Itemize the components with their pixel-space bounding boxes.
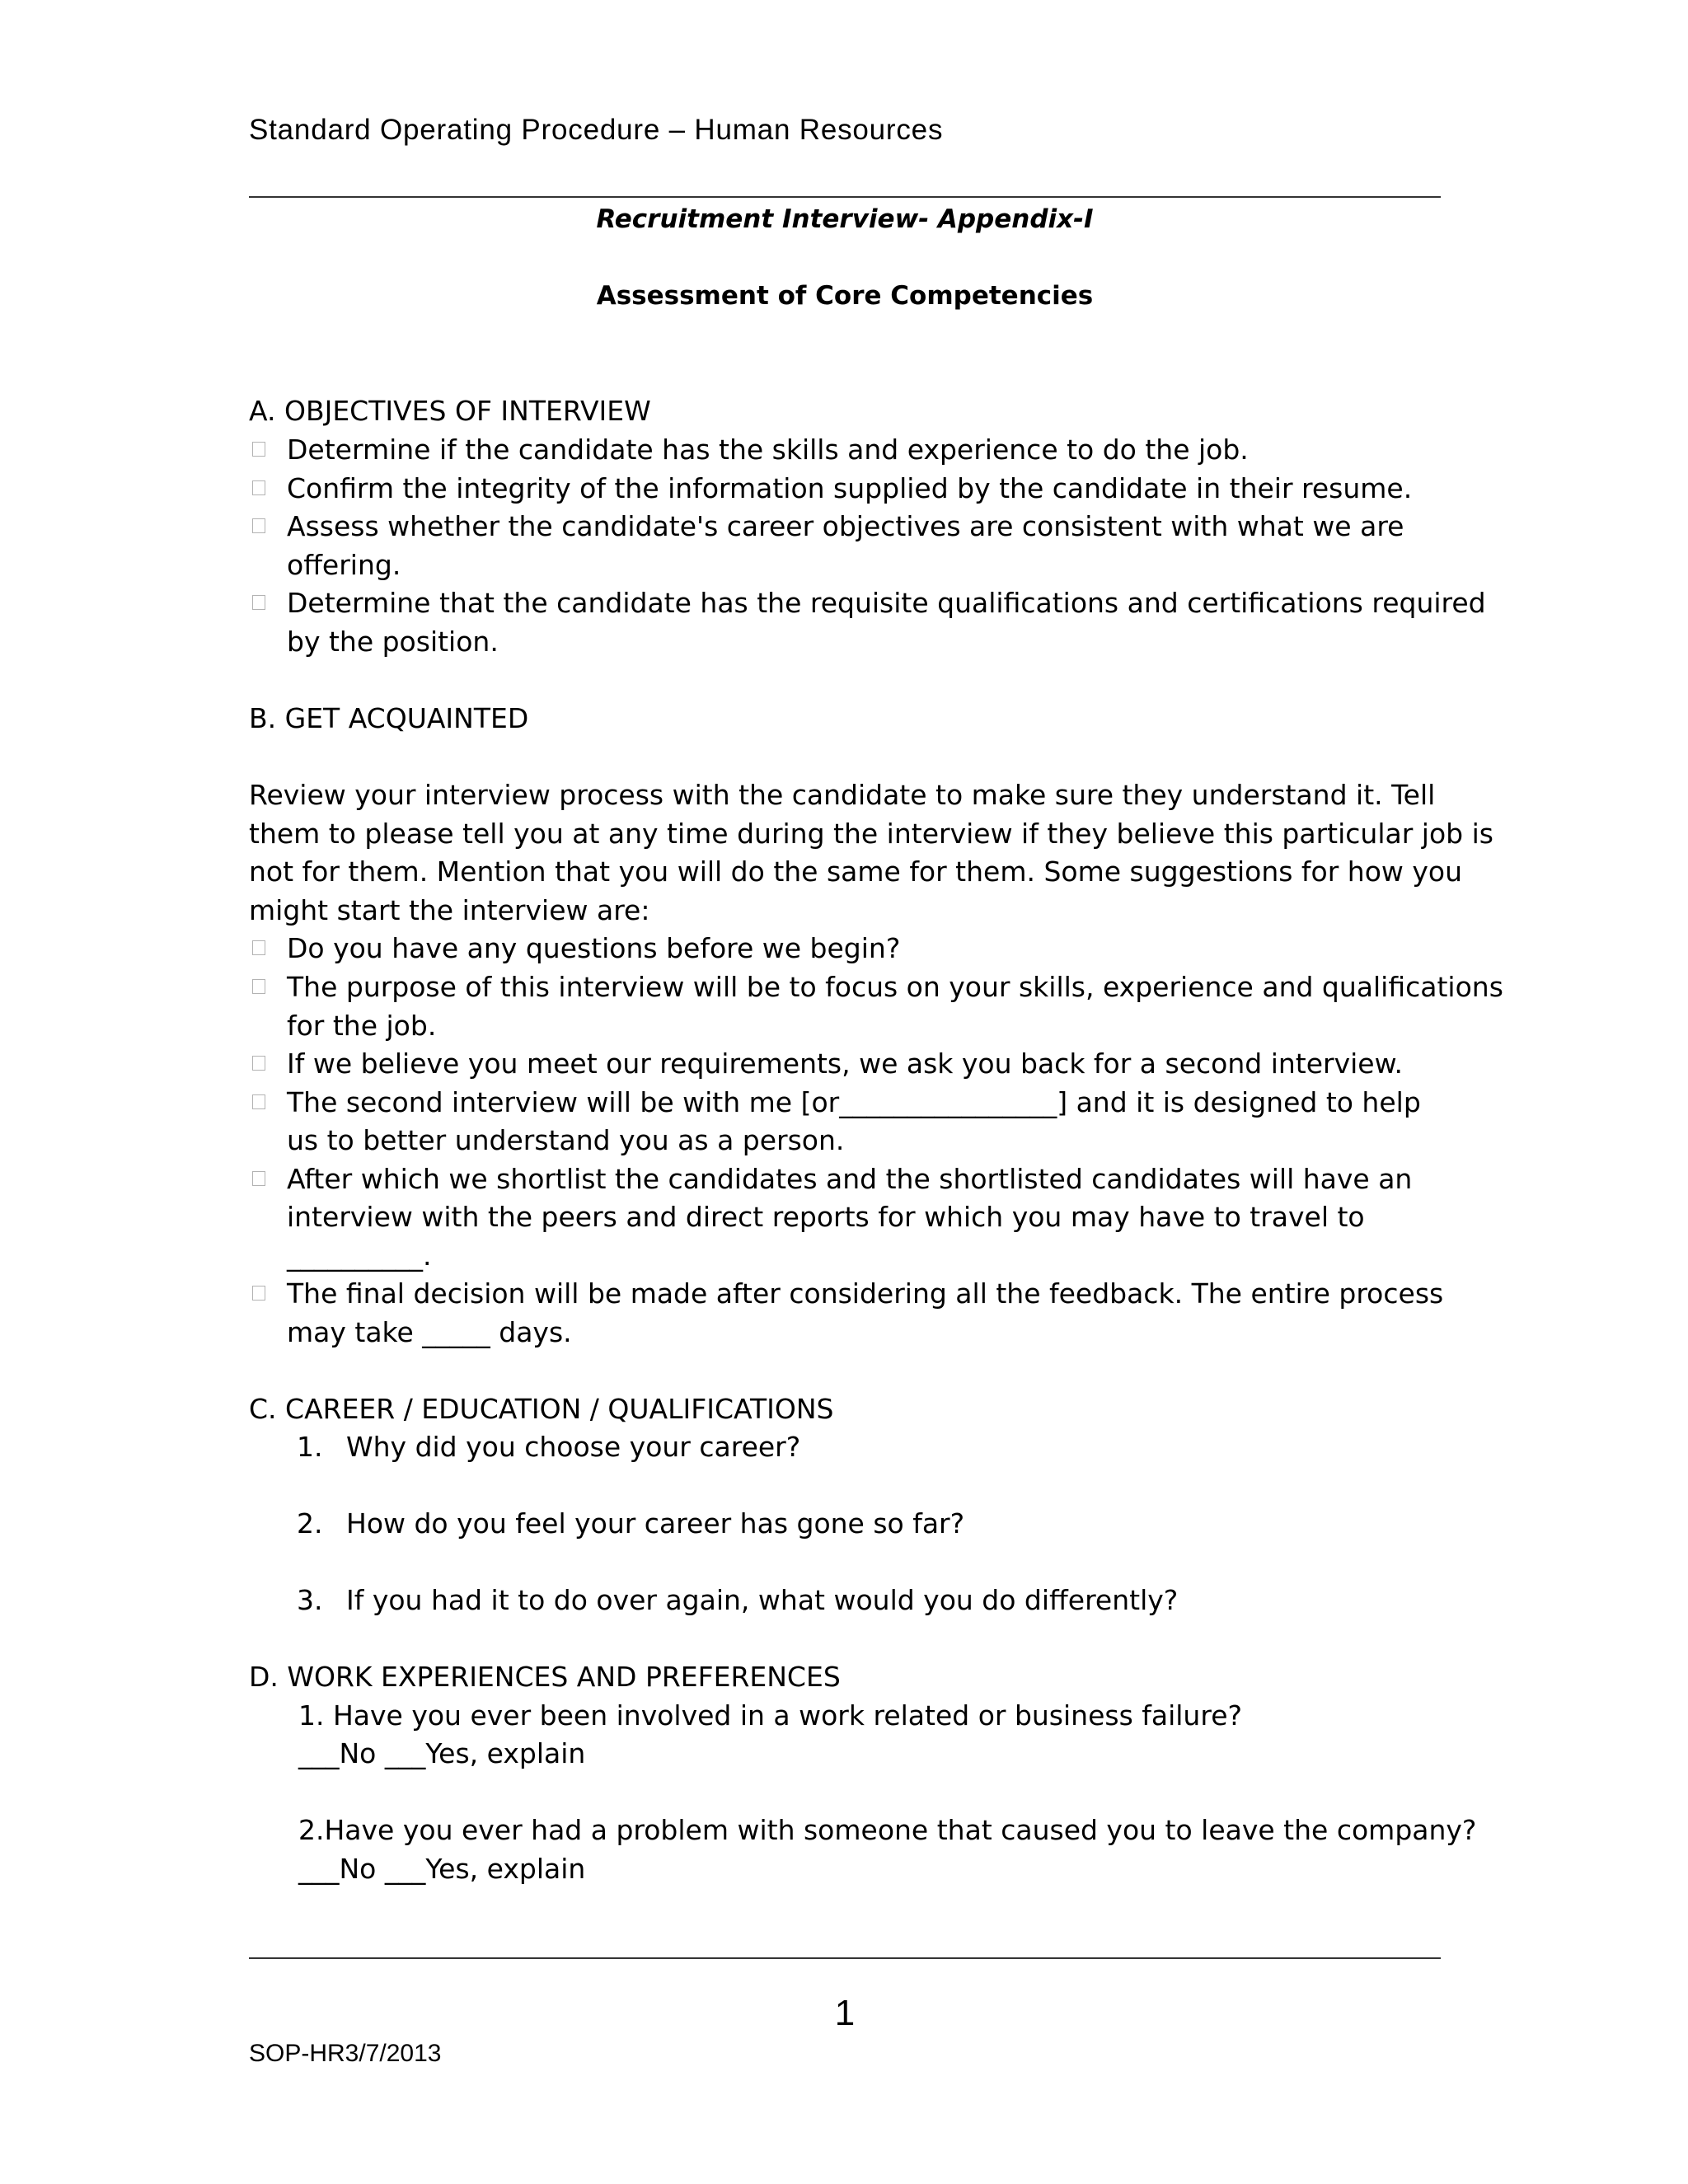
question-text: 2.Have you ever had a problem with someone that caused you to leave the company? [298,1814,1477,1846]
bullet-box-icon [252,1286,265,1301]
answer-line: ___No ___Yes, explain [298,1737,586,1769]
item-number: 2. [297,1507,323,1540]
bullet-text: Confirm the integrity of the information supplied by the candidate in their resume. [287,472,1413,504]
paragraph-line: might start the interview are: [249,894,650,926]
running-header: Standard Operating Procedure – Human Resources [249,114,944,146]
document-code: SOP-HR3/7/2013 [249,2040,442,2067]
bullet-box-icon [252,1094,265,1109]
page-number: 1 [834,1993,856,2033]
question-text: 1. Have you ever been involved in a work related or business failure? [298,1699,1243,1732]
appendix-title: Recruitment Interview- Appendix-I [596,204,1094,234]
bullet-box-icon [252,940,265,955]
bullet-text: Determine if the candidate has the skills and experience to do the job. [287,434,1249,466]
bullet-box-icon [252,442,265,457]
bullet-box-icon [252,1171,265,1186]
item-number: 1. [297,1431,323,1463]
item-text: Why did you choose your career? [346,1431,801,1463]
document-subtitle: Assessment of Core Competencies [596,281,1094,311]
bullet-text: Do you have any questions before we begin? [287,932,901,964]
item-text: How do you feel your career has gone so far? [346,1507,965,1540]
bullet-box-icon [252,595,265,610]
item-text: If you had it to do over again, what would you do differently? [346,1584,1179,1616]
bullet-text: __________. [287,1240,432,1272]
section-c-heading: C. CAREER / EDUCATION / QUALIFICATIONS [249,1393,834,1425]
section-b-heading: B. GET ACQUAINTED [249,702,529,734]
bullet-text: interview with the peers and direct reports for which you may have to travel to [287,1201,1365,1233]
bullet-text: us to better understand you as a person. [287,1124,845,1156]
bullet-text: for the job. [287,1010,437,1042]
bullet-text: Determine that the candidate has the requisite qualifications and certifications required [287,587,1486,619]
bullet-text: The final decision will be made after considering all the feedback. The entire process [287,1277,1444,1310]
paragraph-line: Review your interview process with the candidate to make sure they understand it. Tell [249,779,1436,811]
paragraph-line: them to please tell you at any time during the interview if they believe this particular job is [249,818,1493,850]
bullet-text: may take _____ days. [287,1316,572,1348]
paragraph-line: not for them. Mention that you will do the same for them. Some suggestions for how you [249,855,1463,888]
bullet-text: If we believe you meet our requirements, we ask you back for a second interview. [287,1047,1404,1080]
bullet-text: The purpose of this interview will be to focus on your skills, experience and qualifications [287,971,1503,1003]
item-number: 3. [297,1584,323,1616]
bullet-text: After which we shortlist the candidates and the shortlisted candidates will have an [287,1163,1413,1195]
bullet-text: by the position. [287,626,499,658]
bullet-box-icon [252,480,265,495]
bullet-text: Assess whether the candidate's career objectives are consistent with what we are [287,510,1404,542]
bullet-text: offering. [287,549,401,581]
footer-rule [249,1957,1441,1959]
section-d-heading: D. WORK EXPERIENCES AND PREFERENCES [249,1661,841,1693]
section-a-heading: A. OBJECTIVES OF INTERVIEW [249,395,651,427]
bullet-text: The second interview will be with me [or________________] and it is designed to help [287,1086,1421,1118]
answer-line: ___No ___Yes, explain [298,1853,586,1885]
bullet-box-icon [252,1056,265,1071]
bullet-box-icon [252,518,265,533]
bullet-box-icon [252,979,265,994]
